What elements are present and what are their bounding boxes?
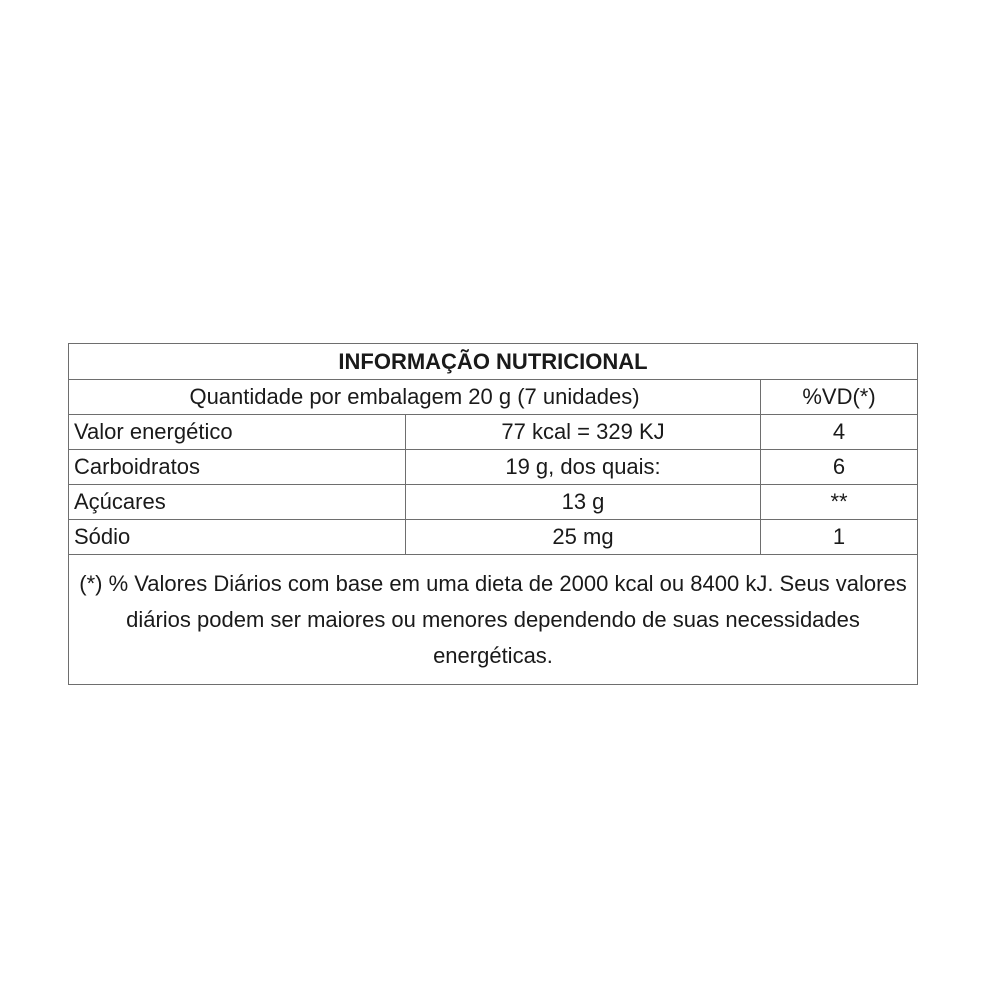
nutrient-name: Açúcares bbox=[69, 485, 406, 520]
nutrient-name: Carboidratos bbox=[69, 450, 406, 485]
nutrient-amount: 19 g, dos quais: bbox=[406, 450, 761, 485]
header-row bbox=[69, 380, 918, 415]
footnote-text: (*) % Valores Diários com base em uma dieta de 2000 kcal ou 8400 kJ. Seus valores diários podem ser maiores ou menores dependendo de suas necessidades energéticas. bbox=[69, 555, 918, 685]
nutrient-amount: 13 g bbox=[406, 485, 761, 520]
footnote-row bbox=[69, 555, 918, 685]
nutrient-amount: 77 kcal = 329 KJ bbox=[406, 415, 761, 450]
table-row bbox=[69, 415, 918, 450]
nutrient-amount: 25 mg bbox=[406, 520, 761, 555]
nutrient-name: Valor energético bbox=[69, 415, 406, 450]
nutrient-daily-value: ** bbox=[761, 485, 918, 520]
nutrient-name: Sódio bbox=[69, 520, 406, 555]
daily-value-header: %VD(*) bbox=[761, 380, 918, 415]
table-row bbox=[69, 450, 918, 485]
title-row bbox=[69, 344, 918, 380]
nutrient-daily-value: 4 bbox=[761, 415, 918, 450]
table-title: INFORMAÇÃO NUTRICIONAL bbox=[69, 344, 918, 380]
nutrition-facts-table bbox=[68, 343, 918, 685]
nutrient-daily-value: 6 bbox=[761, 450, 918, 485]
table-row bbox=[69, 485, 918, 520]
table-row bbox=[69, 520, 918, 555]
serving-size-label: Quantidade por embalagem 20 g (7 unidades) bbox=[69, 380, 761, 415]
nutrient-daily-value: 1 bbox=[761, 520, 918, 555]
